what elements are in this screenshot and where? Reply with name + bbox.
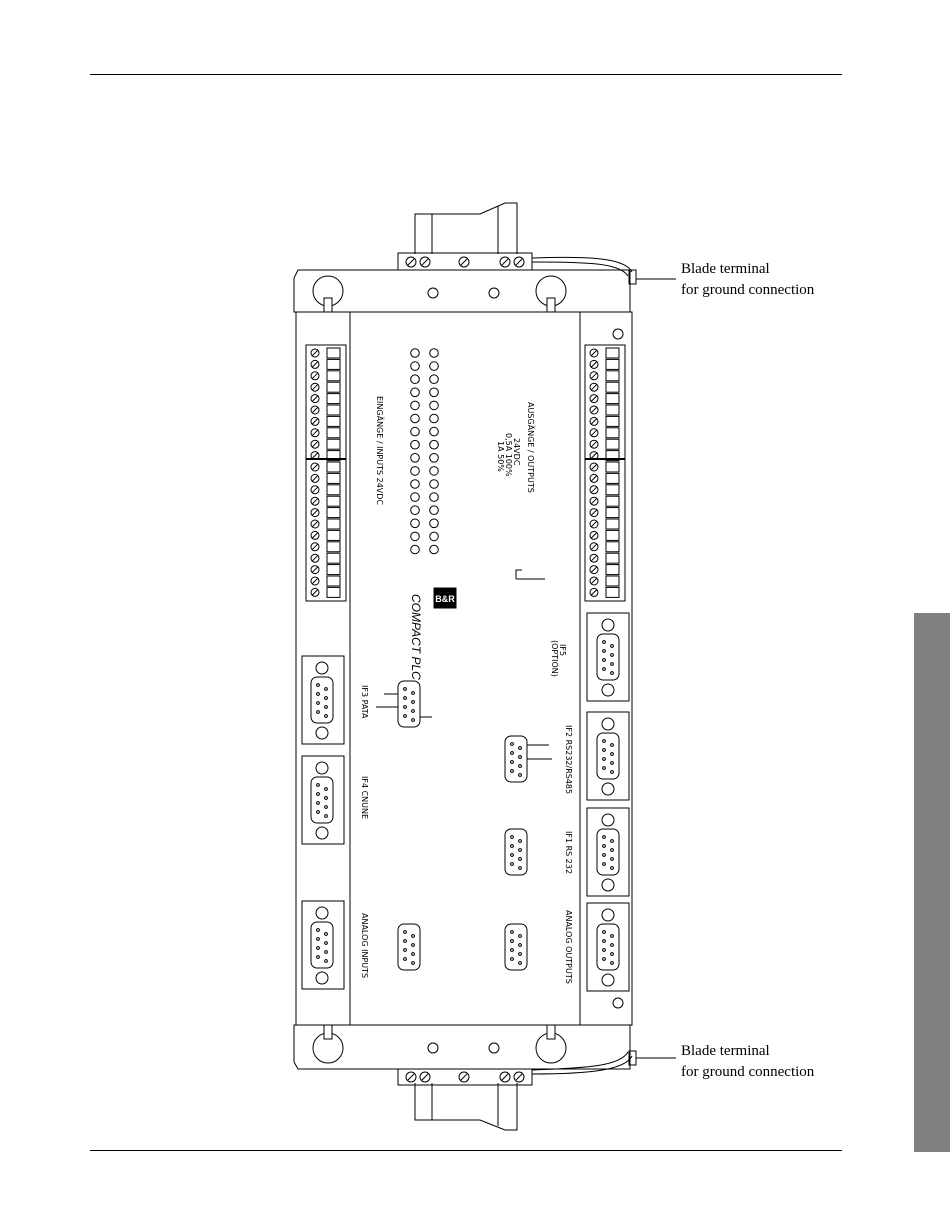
terminal-clamp <box>606 542 619 552</box>
terminal-clamp <box>606 371 619 381</box>
analog-outputs-label: ANALOG OUTPUTS <box>564 910 573 984</box>
top-cable <box>415 203 517 254</box>
terminal-clamp <box>606 530 619 540</box>
terminal-clamp <box>606 587 619 597</box>
right-bottom-screw <box>613 998 623 1008</box>
if2-label: IF2 RS232/RS485 <box>564 725 573 795</box>
status-led <box>411 480 420 489</box>
bottom-clamp-bar <box>398 1069 532 1085</box>
terminal-clamp <box>606 519 619 529</box>
terminal-clamp <box>327 508 340 518</box>
if1-connector-block <box>587 808 629 896</box>
status-led <box>430 388 439 397</box>
analog-outputs-connector-block <box>587 903 629 991</box>
terminal-clamp <box>327 462 340 472</box>
status-led <box>430 349 439 358</box>
callout-top-line2: for ground connection <box>681 282 815 298</box>
terminal-clamp <box>327 405 340 415</box>
terminal-clamp <box>327 348 340 358</box>
inputs-label: EINGÄNGE / INPUTS 24VDC <box>375 396 384 506</box>
status-led <box>411 467 420 476</box>
terminal-clamp <box>606 359 619 369</box>
status-led <box>430 519 439 528</box>
terminal-clamp <box>327 496 340 506</box>
terminal-clamp <box>327 382 340 392</box>
right-terminal-block <box>585 345 625 601</box>
status-led <box>411 388 420 397</box>
status-led <box>430 414 439 423</box>
terminal-clamp <box>327 394 340 404</box>
terminal-clamp <box>606 553 619 563</box>
terminal-clamp <box>606 394 619 404</box>
analog-inputs-pinout <box>398 924 420 970</box>
status-led <box>411 506 420 515</box>
terminal-clamp <box>606 439 619 449</box>
analog-inputs-label: ANALOG INPUTS <box>360 913 369 979</box>
terminal-clamp <box>606 473 619 483</box>
status-led <box>430 440 439 449</box>
bottom-cable <box>415 1083 517 1130</box>
ground-wire-top <box>532 257 676 284</box>
terminal-clamp <box>606 485 619 495</box>
terminal-clamp <box>327 371 340 381</box>
terminal-clamp <box>327 565 340 575</box>
top-mounting-plate <box>294 270 630 312</box>
terminal-clamp <box>606 382 619 392</box>
terminal-clamp <box>327 530 340 540</box>
callout-bottom-line1: Blade terminal <box>681 1043 770 1059</box>
outputs-spec-1: 24VDC <box>512 438 521 466</box>
status-led <box>411 532 420 541</box>
callout-top-line1: Blade terminal <box>681 261 770 277</box>
terminal-clamp <box>327 416 340 426</box>
status-led <box>411 362 420 371</box>
status-led <box>430 480 439 489</box>
pointer-bracket <box>516 570 545 579</box>
brand-logo-text: B&R <box>435 594 455 604</box>
status-led <box>430 532 439 541</box>
status-led <box>411 349 420 358</box>
analog-inputs-connector-block <box>302 901 344 989</box>
terminal-clamp <box>327 359 340 369</box>
terminal-clamp <box>606 416 619 426</box>
terminal-clamp <box>606 565 619 575</box>
terminal-clamp <box>606 428 619 438</box>
top-clamp-bar <box>398 253 532 270</box>
terminal-clamp <box>606 405 619 415</box>
left-terminal-block <box>306 345 346 601</box>
callout-bottom-line2: for ground connection <box>681 1064 815 1080</box>
status-led <box>411 493 420 502</box>
outputs-spec-2: 0,5A 100% <box>504 433 513 477</box>
product-name: COMPACT PLC <box>409 594 423 680</box>
status-led <box>430 467 439 476</box>
status-led <box>411 375 420 384</box>
if5-connector-block <box>587 613 629 701</box>
input-status-leds <box>411 349 439 554</box>
terminal-clamp <box>327 428 340 438</box>
status-led <box>430 506 439 515</box>
status-led <box>411 454 420 463</box>
status-led <box>430 375 439 384</box>
status-led <box>411 427 420 436</box>
terminal-clamp <box>327 587 340 597</box>
if5-label: IF5 <box>558 644 567 657</box>
status-led <box>411 545 420 554</box>
status-led <box>430 427 439 436</box>
if1-pinout <box>505 829 527 875</box>
status-led <box>430 493 439 502</box>
terminal-clamp <box>606 348 619 358</box>
status-led <box>430 454 439 463</box>
outputs-label: AUSGÄNGE / OUTPUTS <box>526 402 535 493</box>
bottom-mounting-plate <box>294 1025 630 1069</box>
status-led <box>430 545 439 554</box>
terminal-clamp <box>606 576 619 586</box>
if3-connector-block <box>302 656 344 744</box>
status-led <box>411 401 420 410</box>
analog-outputs-pinout <box>505 924 527 970</box>
terminal-clamp <box>606 508 619 518</box>
terminal-clamp <box>327 576 340 586</box>
if1-label: IF1 RS 232 <box>564 831 573 875</box>
status-led <box>430 362 439 371</box>
status-led <box>411 440 420 449</box>
status-led <box>411 519 420 528</box>
terminal-clamp <box>327 485 340 495</box>
status-led <box>411 414 420 423</box>
terminal-clamp <box>606 462 619 472</box>
terminal-clamp <box>327 439 340 449</box>
brand-logo <box>434 588 456 608</box>
if3-label: IF3 PATA <box>360 685 369 719</box>
if4-connector-block <box>302 756 344 844</box>
right-top-screw <box>613 329 623 339</box>
terminal-clamp <box>327 473 340 483</box>
terminal-clamp <box>606 496 619 506</box>
terminal-clamp <box>327 553 340 563</box>
status-led <box>430 401 439 410</box>
if4-label: IF4 CNUNE <box>360 776 369 820</box>
if2-connector-block <box>587 712 629 800</box>
terminal-clamp <box>327 519 340 529</box>
outputs-spec-3: 1A 50% <box>496 441 505 472</box>
if5-option-label: (OPTION) <box>550 640 559 677</box>
terminal-clamp <box>327 542 340 552</box>
